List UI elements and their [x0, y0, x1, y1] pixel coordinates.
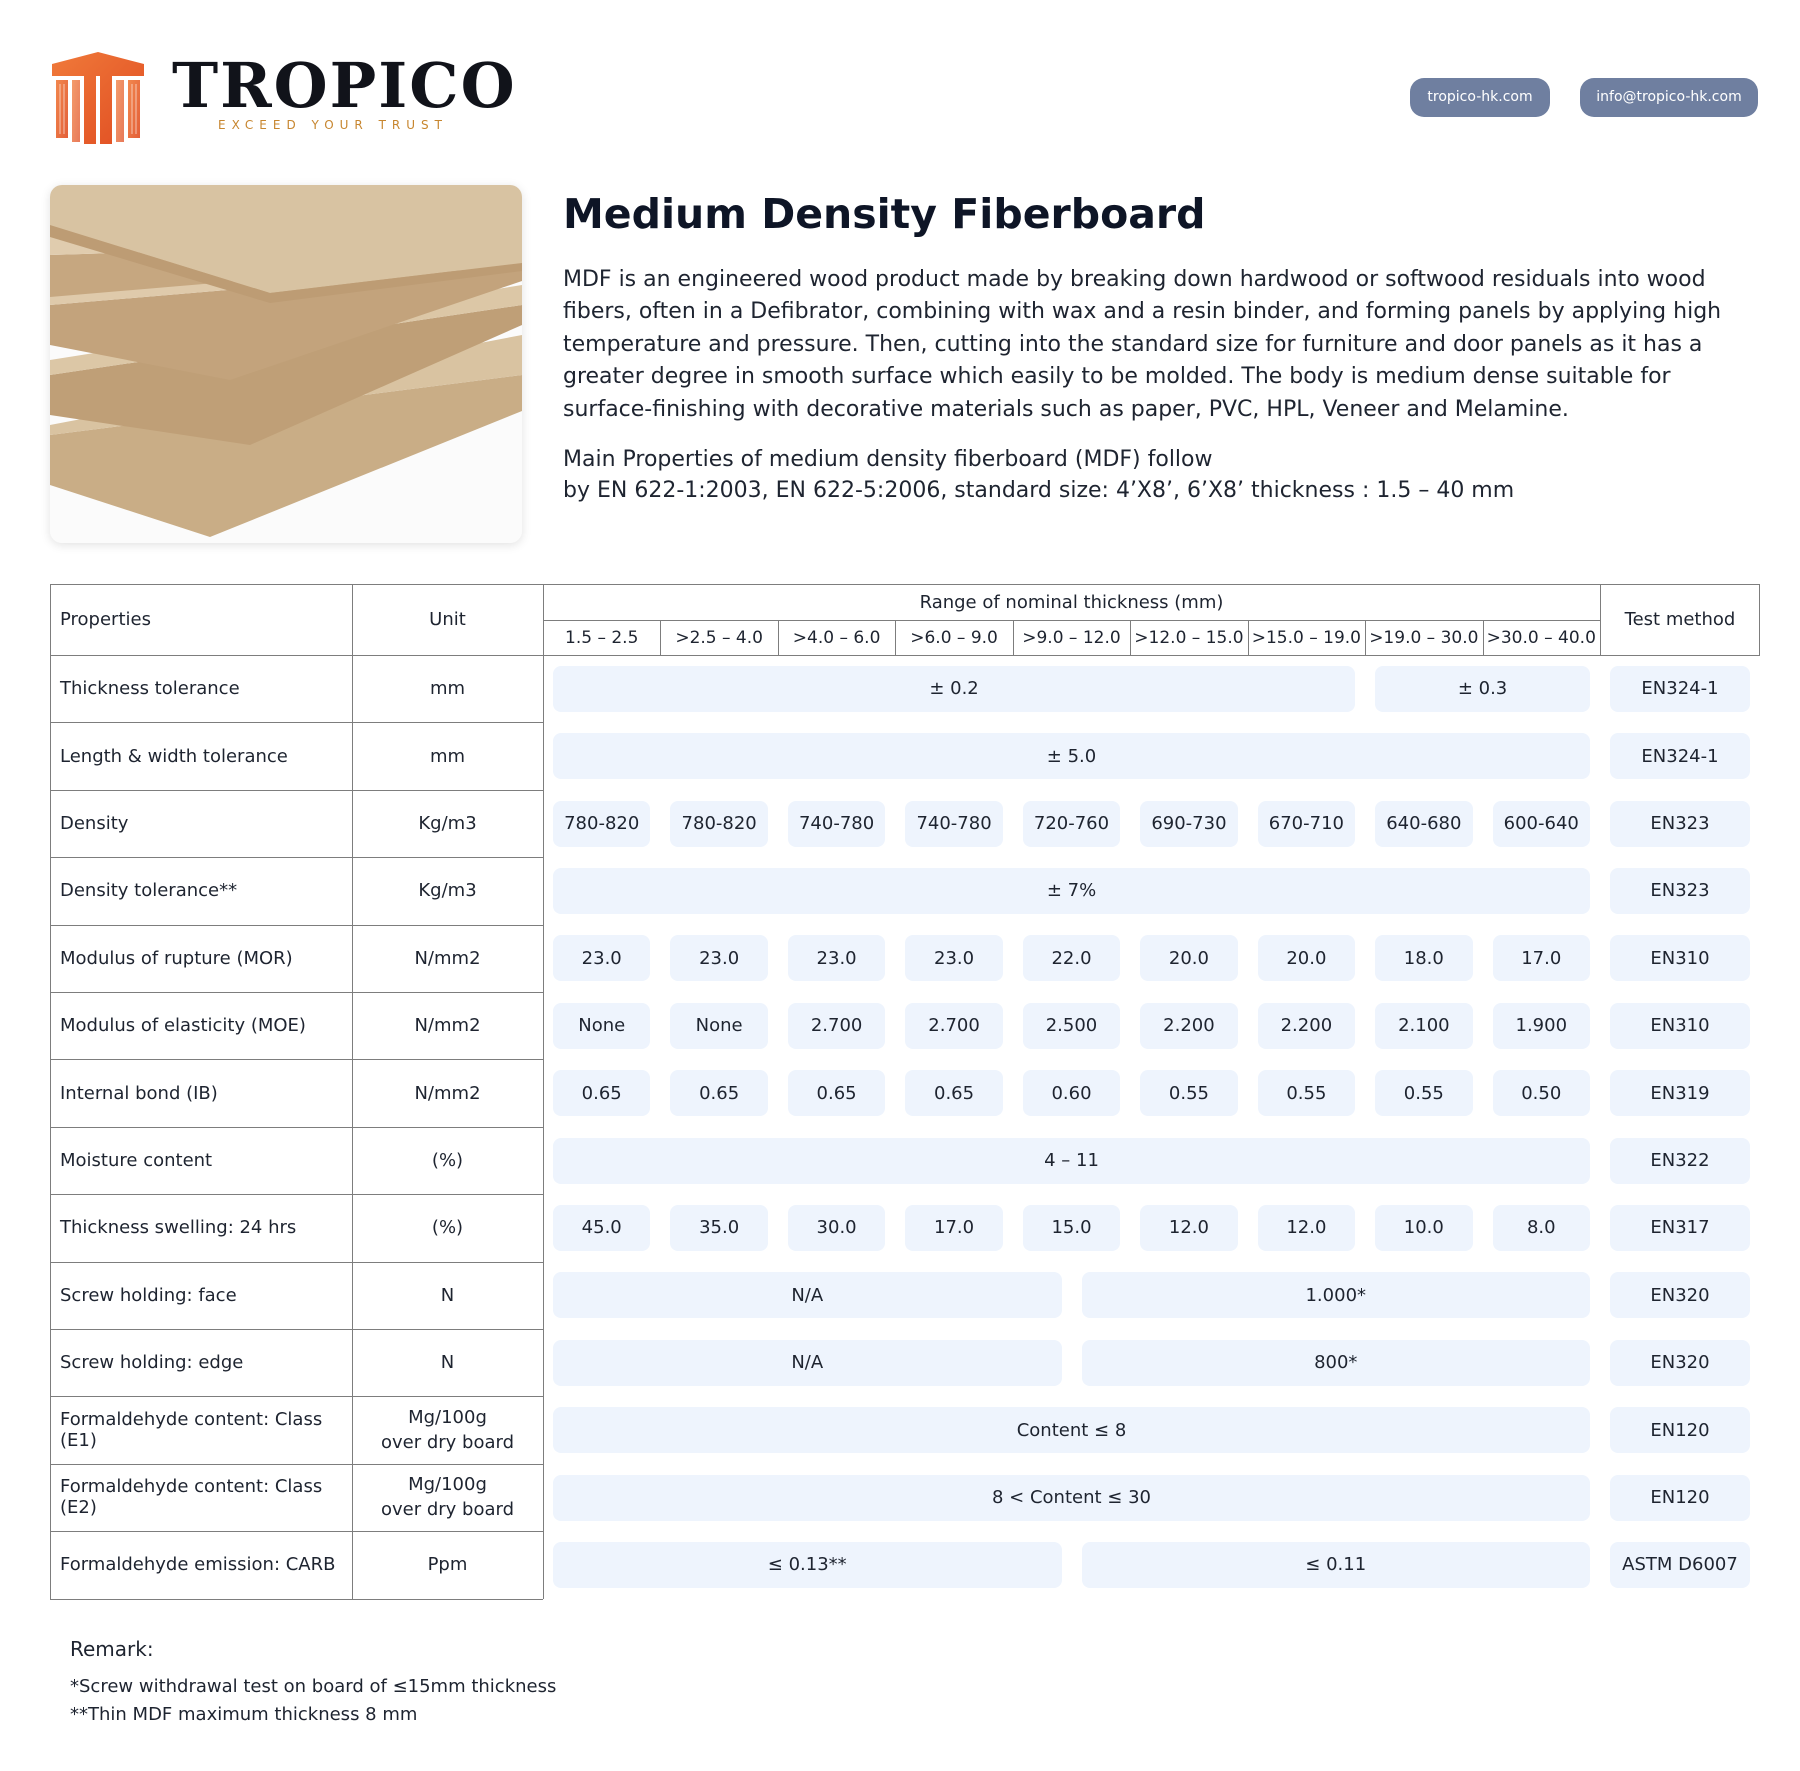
- property-name: Thickness swelling: 24 hrs: [60, 1217, 297, 1239]
- description-text: MDF is an engineered wood product made by breaking down hardwood or softwood residuals into wood fibers, often in a Defibrator, combining with wax and a resin binder, and forming panels by applying high temperature and pressure. Then, cutting into the standard size for furniture and door panels as it has a greater degree in smooth surface which easily to be molded. The body is medium dense suitable for surface-finishing with decorative materials such as paper, PVC, HPL, Veneer and Melamine.: [563, 267, 1722, 422]
- property-name: Screw holding: edge: [60, 1352, 244, 1374]
- property-unit: Mg/100g over dry board: [380, 1407, 515, 1454]
- value-cell: N/A: [553, 1340, 1062, 1386]
- value-cell: 720-760: [1023, 801, 1120, 847]
- value-cell: 23.0: [553, 935, 650, 981]
- value-cell: 0.55: [1140, 1070, 1237, 1116]
- test-method-cell: EN320: [1610, 1272, 1750, 1318]
- value-cell: 800*: [1082, 1340, 1591, 1386]
- value-cell: 2.100: [1375, 1003, 1472, 1049]
- thickness-column-header: >2.5 – 4.0: [675, 627, 763, 648]
- value-cell: 10.0: [1375, 1205, 1472, 1251]
- value-cell: None: [553, 1003, 650, 1049]
- thickness-column-header: >19.0 – 30.0: [1369, 627, 1479, 648]
- value-cell: 23.0: [905, 935, 1002, 981]
- property-unit: Mg/100g over dry board: [380, 1474, 515, 1521]
- test-method-cell: EN310: [1610, 935, 1750, 981]
- test-method-cell: EN323: [1610, 801, 1750, 847]
- thickness-column-header: >4.0 – 6.0: [792, 627, 881, 648]
- property-name: Modulus of elasticity (MOE): [60, 1015, 306, 1037]
- value-cell: 0.60: [1023, 1070, 1120, 1116]
- value-cell: N/A: [553, 1272, 1062, 1318]
- property-unit: (%): [431, 1217, 464, 1239]
- value-cell: 15.0: [1023, 1205, 1120, 1251]
- value-cell: ± 0.2: [553, 666, 1355, 712]
- property-name: Internal bond (IB): [60, 1082, 218, 1104]
- test-method-cell: EN120: [1610, 1475, 1750, 1521]
- property-name: Screw holding: face: [60, 1284, 237, 1306]
- property-unit: N: [440, 1284, 455, 1306]
- value-cell: None: [670, 1003, 767, 1049]
- value-cell: 1.000*: [1082, 1272, 1591, 1318]
- value-cell: 600-640: [1493, 801, 1590, 847]
- property-name: Formaldehyde content: Class (E2): [60, 1476, 323, 1519]
- brand-name: TROPICO: [172, 49, 517, 122]
- test-method-cell: EN319: [1610, 1070, 1750, 1116]
- value-cell: ≤ 0.13**: [553, 1542, 1062, 1588]
- property-unit: N/mm2: [414, 947, 481, 969]
- property-name: Formaldehyde emission: CARB: [60, 1554, 336, 1576]
- test-method-cell: EN322: [1610, 1138, 1750, 1184]
- property-name: Thickness tolerance: [60, 678, 240, 700]
- thickness-column-header: >6.0 – 9.0: [910, 627, 998, 648]
- brand-tagline: EXCEED YOUR TRUST: [218, 118, 448, 132]
- value-cell: 780-820: [670, 801, 767, 847]
- property-unit: Kg/m3: [418, 812, 477, 834]
- header-unit: Unit: [429, 609, 466, 630]
- value-cell: ± 7%: [553, 868, 1590, 914]
- value-cell: 4 – 11: [553, 1138, 1590, 1184]
- header-range: Range of nominal thickness (mm): [919, 591, 1224, 613]
- value-cell: 20.0: [1258, 935, 1355, 981]
- thickness-column-header: 1.5 – 2.5: [565, 627, 639, 648]
- page-title: Medium Density Fiberboard: [563, 190, 1206, 238]
- header-properties: Properties: [60, 609, 151, 630]
- property-unit: N: [440, 1352, 455, 1374]
- value-cell: 780-820: [553, 801, 650, 847]
- property-unit: Kg/m3: [418, 880, 477, 902]
- value-cell: 0.65: [670, 1070, 767, 1116]
- test-method-cell: EN320: [1610, 1340, 1750, 1386]
- properties-note-line2: by EN 622-1:2003, EN 622-5:2006, standard size: 4’X8’, 6’X8’ thickness : 1.5 – 40 mm: [563, 478, 1515, 503]
- value-cell: 2.200: [1140, 1003, 1237, 1049]
- value-cell: 2.700: [788, 1003, 885, 1049]
- value-cell: 17.0: [1493, 935, 1590, 981]
- property-name: Modulus of rupture (MOR): [60, 947, 293, 969]
- test-method-cell: EN120: [1610, 1407, 1750, 1453]
- property-name: Formaldehyde content: Class (E1): [60, 1409, 323, 1452]
- property-unit: (%): [431, 1149, 464, 1171]
- value-cell: 640-680: [1375, 801, 1472, 847]
- value-cell: 740-780: [788, 801, 885, 847]
- remark-line-1: *Screw withdrawal test on board of ≤15mm thickness: [70, 1676, 557, 1697]
- value-cell: 12.0: [1140, 1205, 1237, 1251]
- table-col-line: [543, 584, 544, 1599]
- property-unit: N/mm2: [414, 1015, 481, 1037]
- value-cell: 0.55: [1258, 1070, 1355, 1116]
- value-cell: 23.0: [670, 935, 767, 981]
- value-cell: 8 < Content ≤ 30: [553, 1475, 1590, 1521]
- property-name: Moisture content: [60, 1149, 213, 1171]
- value-cell: 45.0: [553, 1205, 650, 1251]
- test-method-cell: EN317: [1610, 1205, 1750, 1251]
- property-name: Density: [60, 812, 129, 834]
- mdf-boards-photo: [50, 185, 522, 543]
- table-row-line: [50, 1599, 543, 1600]
- properties-note: [563, 444, 1748, 506]
- value-cell: 740-780: [905, 801, 1002, 847]
- value-cell: 12.0: [1258, 1205, 1355, 1251]
- email-button[interactable]: info@tropico-hk.com: [1580, 78, 1758, 117]
- remark-title: Remark:: [70, 1637, 154, 1661]
- property-name: Length & width tolerance: [60, 745, 288, 767]
- value-cell: 0.50: [1493, 1070, 1590, 1116]
- website-button[interactable]: tropico-hk.com: [1410, 78, 1550, 117]
- value-cell: 0.65: [788, 1070, 885, 1116]
- header-test-method: Test method: [1624, 609, 1736, 630]
- value-cell: 0.55: [1375, 1070, 1472, 1116]
- property-unit: Ppm: [427, 1554, 468, 1576]
- properties-note-line1: Main Properties of medium density fiberboard (MDF) follow: [563, 447, 1213, 472]
- thickness-column-header: >9.0 – 12.0: [1022, 627, 1121, 648]
- value-cell: ≤ 0.11: [1082, 1542, 1591, 1588]
- test-method-cell: EN324-1: [1610, 666, 1750, 712]
- property-unit: N/mm2: [414, 1082, 481, 1104]
- test-method-cell: ASTM D6007: [1610, 1542, 1750, 1588]
- test-method-cell: EN324-1: [1610, 733, 1750, 779]
- value-cell: 18.0: [1375, 935, 1472, 981]
- thickness-column-header: >15.0 – 19.0: [1251, 627, 1361, 648]
- value-cell: 17.0: [905, 1205, 1002, 1251]
- value-cell: ± 0.3: [1375, 666, 1590, 712]
- value-cell: 2.500: [1023, 1003, 1120, 1049]
- value-cell: Content ≤ 8: [553, 1407, 1590, 1453]
- value-cell: 2.700: [905, 1003, 1002, 1049]
- value-cell: 23.0: [788, 935, 885, 981]
- value-cell: 0.65: [553, 1070, 650, 1116]
- value-cell: 690-730: [1140, 801, 1237, 847]
- value-cell: 670-710: [1258, 801, 1355, 847]
- value-cell: 30.0: [788, 1205, 885, 1251]
- remark-line-2: **Thin MDF maximum thickness 8 mm: [70, 1704, 418, 1725]
- value-cell: 1.900: [1493, 1003, 1590, 1049]
- tropico-logo-icon: [50, 50, 146, 146]
- value-cell: 0.65: [905, 1070, 1002, 1116]
- value-cell: 35.0: [670, 1205, 767, 1251]
- thickness-column-header: >12.0 – 15.0: [1134, 627, 1244, 648]
- test-method-cell: EN310: [1610, 1003, 1750, 1049]
- value-cell: 2.200: [1258, 1003, 1355, 1049]
- value-cell: 22.0: [1023, 935, 1120, 981]
- value-cell: 8.0: [1493, 1205, 1590, 1251]
- property-unit: mm: [429, 745, 466, 767]
- value-cell: 20.0: [1140, 935, 1237, 981]
- property-unit: mm: [429, 678, 466, 700]
- thickness-column-header: >30.0 – 40.0: [1486, 627, 1596, 648]
- value-cell: ± 5.0: [553, 733, 1590, 779]
- properties-table: [50, 584, 1760, 1599]
- property-name: Density tolerance**: [60, 880, 238, 902]
- test-method-cell: EN323: [1610, 868, 1750, 914]
